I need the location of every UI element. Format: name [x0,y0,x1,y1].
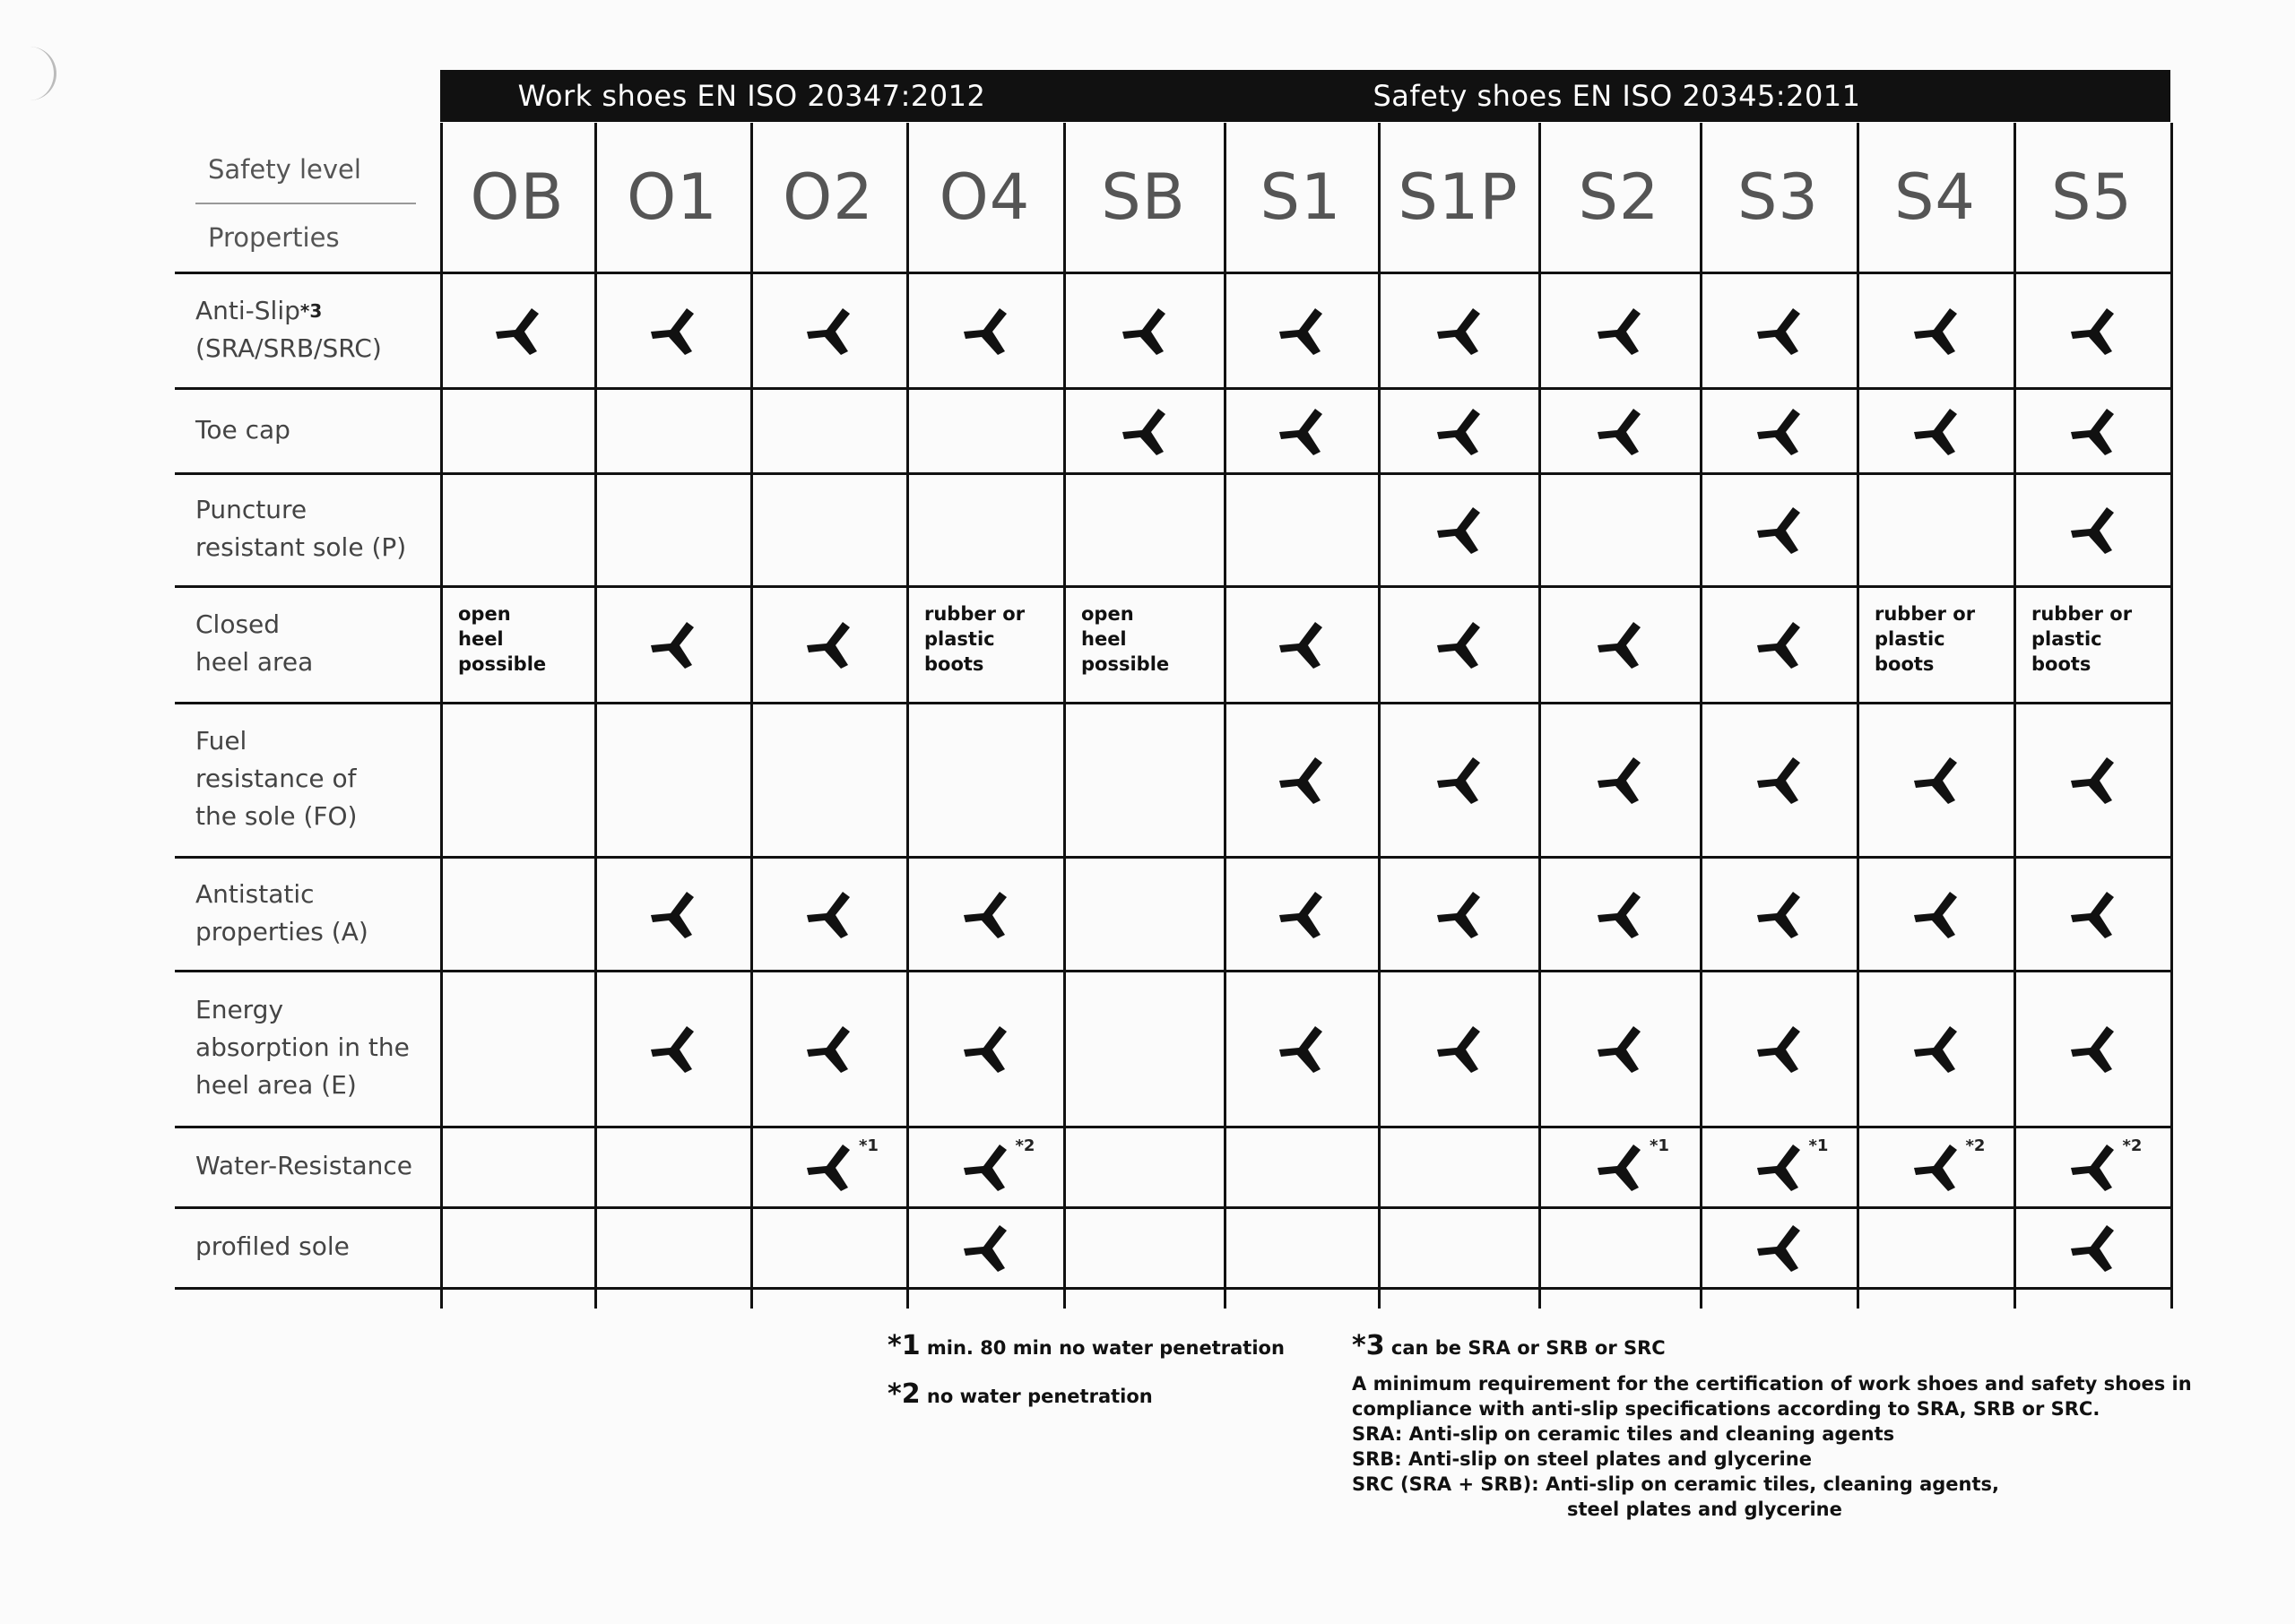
check-mark-icon [906,970,1063,1126]
check-mark-icon [750,1126,906,1206]
check-mark-icon [1378,970,1538,1126]
check-mark-icon [1224,387,1378,472]
check-mark-icon [1224,970,1378,1126]
footnote-3-mark: *3 [1352,1330,1385,1361]
check-mark-icon [1857,970,2014,1126]
src-definition: SRC (SRA + SRB): Anti-slip on ceramic tiles, cleaning agents, [1352,1473,2000,1495]
footnote-1-text: min. 80 min no water penetration [926,1337,1285,1359]
check-mark-icon [1857,387,2014,472]
water-resistance-footnote-mark: *1 [1650,1136,1669,1155]
check-mark-icon [1700,387,1857,472]
column-divider [2170,123,2173,1309]
check-mark-icon [906,1206,1063,1287]
check-mark-icon [2014,970,2170,1126]
srb-definition: SRB: Anti-slip on steel plates and glycerine [1352,1448,1812,1470]
column-header-o4: O4 [939,160,1031,234]
binder-hole-mark [0,47,56,100]
footnote-2-text: no water penetration [926,1386,1153,1407]
check-mark-icon [1224,272,1378,387]
column-header-s1p: S1P [1398,160,1519,234]
check-mark-icon [1063,272,1224,387]
column-header-s3: S3 [1737,160,1819,234]
row-label-text: profiled sole [195,1231,350,1261]
column-header-o1: O1 [627,160,718,234]
row-label [195,970,437,1126]
check-mark-icon [750,585,906,702]
check-mark-icon [1378,856,1538,970]
check-mark-icon [2014,387,2170,472]
check-mark-icon [1700,472,1857,585]
row-label-subtext: (SRA/SRB/SRC) [195,333,382,363]
check-mark-icon [1538,387,1700,472]
cell-text: rubber or plastic boots [1875,603,1976,675]
row-label-text: Toe cap [195,414,290,445]
check-mark-icon [2014,702,2170,856]
row-label [195,1206,437,1287]
footnote-2-mark: *2 [888,1378,921,1410]
column-header-s4: S4 [1894,160,1976,234]
row-divider [175,472,2170,475]
footnote-1-mark: *1 [888,1330,921,1361]
check-mark-icon [2014,1206,2170,1287]
check-mark-icon [1538,702,1700,856]
explanation-line-2: compliance with anti-slip specifications according to SRA, SRB or SRC. [1352,1398,2100,1420]
check-mark-icon [440,272,594,387]
row-label-text: Antistatic properties (A) [195,878,368,946]
cell-text: open heel possible [1081,603,1170,675]
footnote-1 [888,1330,1285,1361]
column-header-s2: S2 [1578,160,1660,234]
check-mark-icon [1538,1126,1700,1206]
check-mark-icon [1224,856,1378,970]
check-mark-icon [1378,472,1538,585]
check-mark-icon [2014,272,2170,387]
check-mark-icon [2014,472,2170,585]
check-mark-icon [1378,387,1538,472]
check-mark-icon [1538,856,1700,970]
row-label [195,1126,437,1206]
check-mark-icon [2014,1126,2170,1206]
safety-level-label: Safety level [208,154,361,185]
row-label-text: Energy absorption in the heel area (E) [195,995,410,1100]
check-mark-icon [1538,970,1700,1126]
column-header-s1: S1 [1260,160,1342,234]
check-mark-icon [594,585,750,702]
row-label [195,702,437,856]
row-label-text: Water-Resistance [195,1151,412,1180]
water-resistance-footnote-mark: *2 [1965,1136,1986,1155]
check-mark-icon [1700,1126,1857,1206]
check-mark-icon [1857,856,2014,970]
water-resistance-footnote-mark: *1 [859,1136,879,1155]
row-label-footnote-mark: *3 [299,299,323,322]
cell-text: open heel possible [458,603,547,675]
check-mark-icon [750,970,906,1126]
check-mark-icon [1538,272,1700,387]
check-mark-icon [1063,387,1224,472]
check-mark-icon [1857,272,2014,387]
work-shoes-header: Work shoes EN ISO 20347:2012 [440,70,1063,122]
check-mark-icon [1700,856,1857,970]
check-mark-icon [1538,585,1700,702]
src-definition-cont: steel plates and glycerine [1567,1499,1842,1520]
row-label [195,472,437,585]
column-header-sb: SB [1101,160,1186,234]
sra-definition: SRA: Anti-slip on ceramic tiles and cleaning agents [1352,1423,1895,1445]
row-label [195,585,437,702]
corner-separator [195,203,416,204]
check-mark-icon [1378,702,1538,856]
check-mark-icon [750,856,906,970]
check-mark-icon [594,856,750,970]
check-mark-icon [1700,1206,1857,1287]
column-header-ob: OB [470,160,565,234]
footnote-2 [888,1378,1153,1410]
cell-text: rubber or plastic boots [924,603,1026,675]
row-divider [175,1206,2170,1209]
check-mark-icon [1378,272,1538,387]
check-mark-icon [2014,856,2170,970]
check-mark-icon [594,272,750,387]
row-label-text: Closed heel area [195,609,314,677]
row-label-text: Anti-Slip [195,295,300,325]
check-mark-icon [1857,702,2014,856]
check-mark-icon [906,272,1063,387]
footnote-3 [1352,1330,1666,1361]
check-mark-icon [1700,272,1857,387]
footnote-3-text: can be SRA or SRB or SRC [1390,1337,1666,1359]
cell-text: rubber or plastic boots [2031,603,2133,675]
row-divider [175,585,2170,588]
check-mark-icon [906,856,1063,970]
explanation-line-1: A minimum requirement for the certification of work shoes and safety shoes in [1352,1373,2192,1395]
row-label-text: Fuel resistance of the sole (FO) [195,726,358,831]
row-label-text: Puncture resistant sole (P) [195,495,407,562]
check-mark-icon [1857,1126,2014,1206]
check-mark-icon [1224,702,1378,856]
column-header-o2: O2 [783,160,874,234]
check-mark-icon [1378,585,1538,702]
check-mark-icon [1700,585,1857,702]
check-mark-icon [1700,970,1857,1126]
row-divider [175,1287,2170,1290]
water-resistance-footnote-mark: *1 [1808,1136,1829,1155]
row-label [195,387,437,472]
water-resistance-footnote-mark: *2 [2122,1136,2143,1155]
check-mark-icon [906,1126,1063,1206]
anti-slip-explanation [1352,1371,2192,1522]
row-label [195,856,437,970]
check-mark-icon [594,970,750,1126]
water-resistance-footnote-mark: *2 [1015,1136,1035,1155]
properties-label: Properties [208,222,340,253]
column-header-s5: S5 [2051,160,2133,234]
check-mark-icon [1700,702,1857,856]
safety-shoes-header: Safety shoes EN ISO 20345:2011 [1063,70,2170,122]
row-label [195,272,437,387]
check-mark-icon [1224,585,1378,702]
check-mark-icon [750,272,906,387]
